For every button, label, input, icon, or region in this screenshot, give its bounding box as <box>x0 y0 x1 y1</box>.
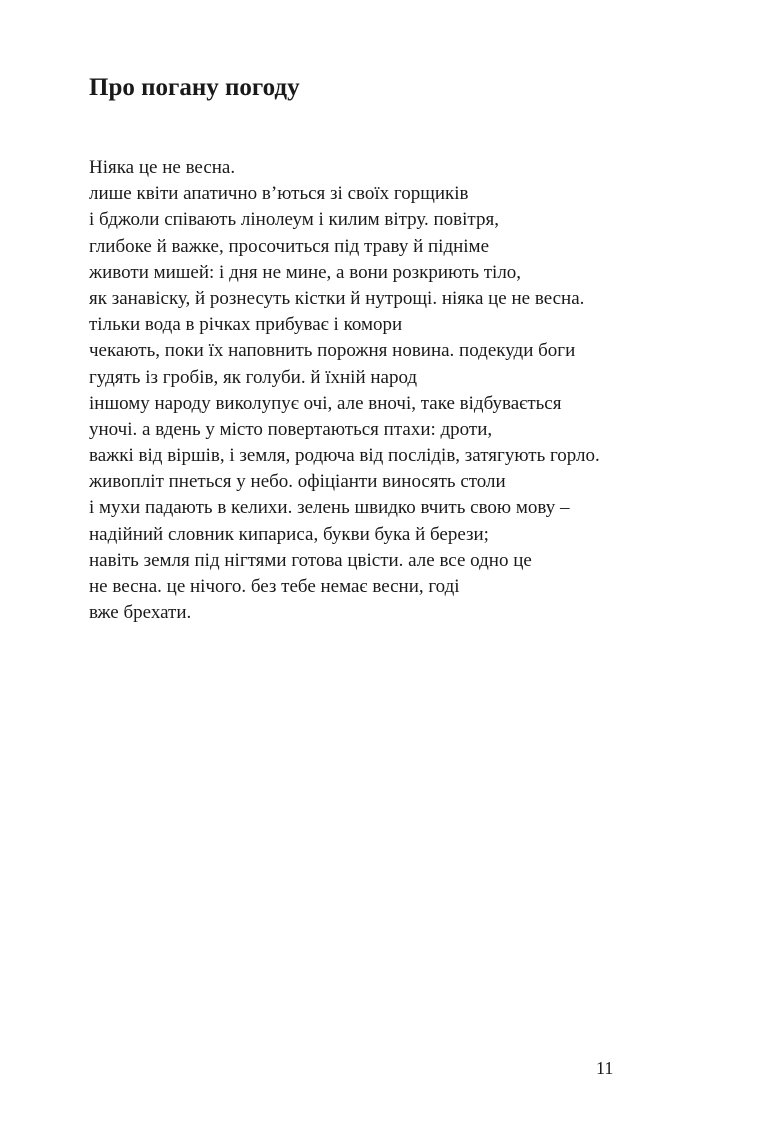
poem-line: тільки вода в річках прибуває і комори <box>89 314 403 336</box>
poem-line: не весна. це нічого. без тебе немає весни, годі <box>89 576 460 597</box>
poem-line: лише квіти апатично в’ються зі своїх горщиків <box>89 183 469 205</box>
poem-line: уночі. а вдень у місто повертаються птахи: дроти, <box>89 418 493 440</box>
poem-line: чекають, поки їх наповнить порожня новина. подекуди боги <box>89 340 576 362</box>
poem-line: животи мишей: і дня не мине, а вони розкриють тіло, <box>89 261 522 283</box>
poem-line: важкі від віршів, і земля, родюча від послідів, затягують горло. <box>89 445 600 467</box>
poem-line: і мухи падають в келихи. зелень швидко вчить свою мову – <box>89 497 570 519</box>
poem-body <box>89 155 729 626</box>
poem-line: як занавіску, й рознесуть кістки й нутрощі. ніяка це не весна. <box>89 287 585 309</box>
poem-line: іншому народу виколупує очі, але вночі, таке відбувається <box>89 392 562 414</box>
poem-line: гудять із гробів, як голуби. й їхній народ <box>89 366 418 388</box>
poem-line: живопліт пнеться у небо. офіціанти виносять столи <box>89 471 506 493</box>
poem-line: Ніяка це не весна. <box>89 157 236 178</box>
poem-line: надійний словник кипариса, букви бука й берези; <box>89 523 489 545</box>
poem-line: навіть земля під нігтями готова цвісти. але все одно це <box>89 549 532 571</box>
poem-line: і бджоли співають лінолеум і килим вітру. повітря, <box>89 209 499 231</box>
poem-title: Про погану погоду <box>89 74 300 101</box>
poem-line: вже брехати. <box>89 602 192 624</box>
poem-line: глибоке й важке, просочиться під траву й підніме <box>89 235 490 257</box>
page-number: 11 <box>596 1058 614 1078</box>
